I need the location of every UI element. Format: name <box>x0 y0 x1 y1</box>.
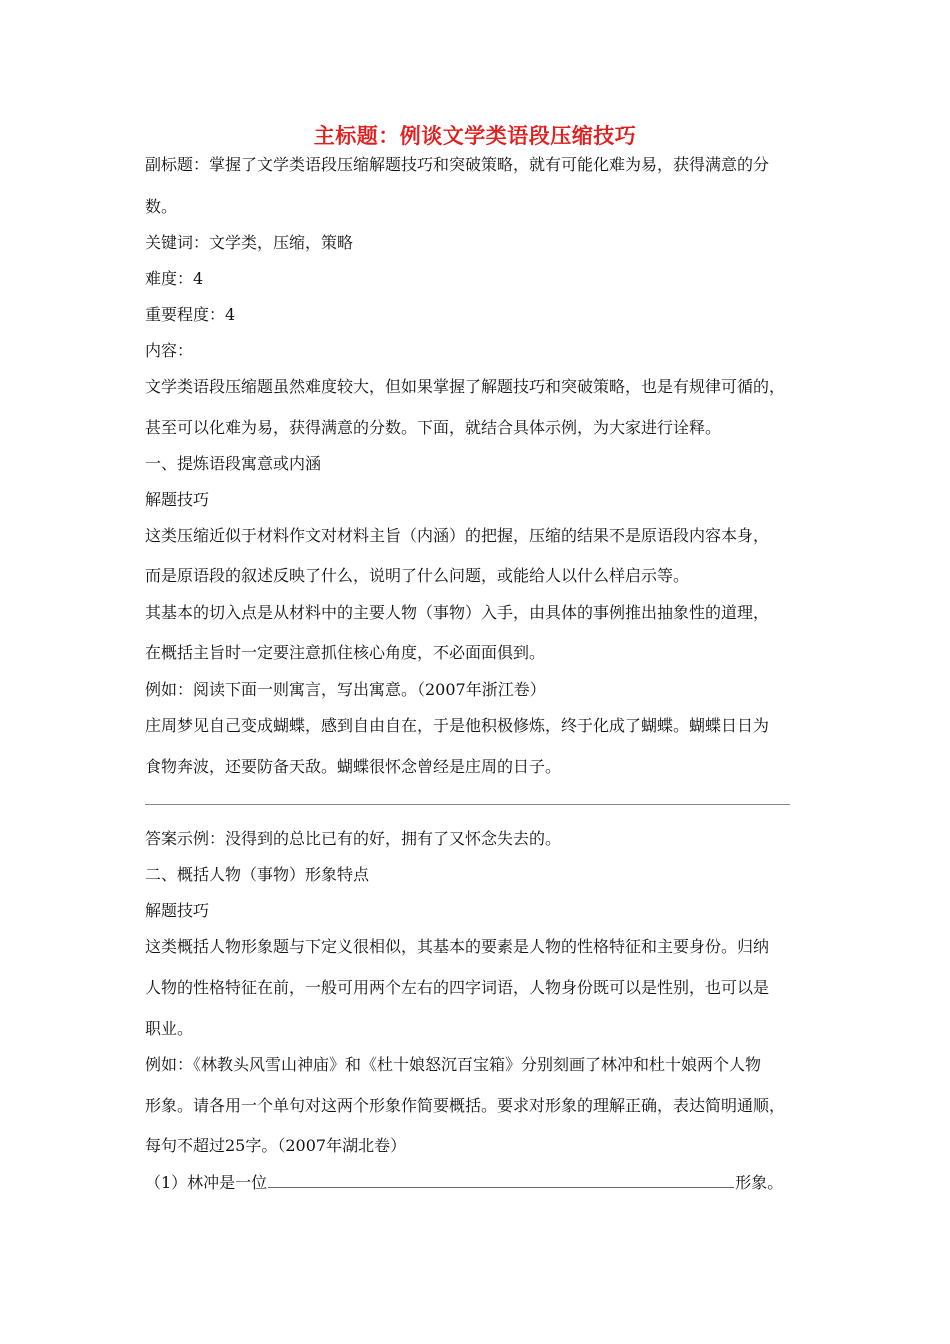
section-1-paragraph-2-line-2: 在概括主旨时一定要注意抓住核心角度，不必面面俱到。 <box>145 643 546 662</box>
keywords-line: 关键词：文学类，压缩，策略 <box>145 233 354 252</box>
content-label: 内容： <box>145 341 194 360</box>
subtitle-line-1: 副标题：掌握了文学类语段压缩解题技巧和突破策略，就有可能化难为易，获得满意的分 <box>145 155 770 174</box>
section-1-paragraph-2-line-1: 其基本的切入点是从材料中的主要人物（事物）入手，由具体的事例推出抽象性的道理， <box>145 603 770 622</box>
section-1-example-prompt: 例如：阅读下面一则寓言，写出寓意。（2007年浙江卷） <box>145 680 546 699</box>
section-1-tips-label: 解题技巧 <box>145 490 210 509</box>
question-1-answer-blank <box>268 1173 734 1188</box>
section-2-tips-label: 解题技巧 <box>145 901 210 920</box>
intro-paragraph-line-1: 文学类语段压缩题虽然难度较大，但如果掌握了解题技巧和突破策略，也是有规律可循的， <box>145 377 786 396</box>
section-1-heading: 一、提炼语段寓意或内涵 <box>145 454 322 473</box>
answer-blank-line <box>145 804 790 805</box>
section-1-fable-line-2: 食物奔波，还要防备天敌。蝴蝶很怀念曾经是庄周的日子。 <box>145 757 562 776</box>
section-2-paragraph-line-3: 职业。 <box>145 1019 194 1038</box>
question-1-prefix: （1）林冲是一位 <box>145 1173 268 1192</box>
section-2-example-line-3: 每句不超过25字。（2007年湖北卷） <box>145 1136 407 1155</box>
section-2-paragraph-line-1: 这类概括人物形象题与下定义很相似，其基本的要素是人物的性格特征和主要身份。归纳 <box>145 937 770 956</box>
question-1-suffix: 形象。 <box>735 1173 784 1192</box>
main-title: 主标题：例谈文学类语段压缩技巧 <box>313 124 637 148</box>
section-1-paragraph-1-line-1: 这类压缩近似于材料作文对材料主旨（内涵）的把握，压缩的结果不是原语段内容本身， <box>145 526 770 545</box>
section-1-answer-example: 答案示例：没得到的总比已有的好，拥有了又怀念失去的。 <box>145 829 562 848</box>
importance-line: 重要程度：4 <box>145 305 236 324</box>
section-2-heading: 二、概括人物（事物）形象特点 <box>145 865 370 884</box>
difficulty-line: 难度：4 <box>145 269 204 288</box>
section-2-example-line-1: 例如：《林教头风雪山神庙》和《杜十娘怒沉百宝箱》分别刻画了林冲和杜十娘两个人物 <box>145 1055 762 1074</box>
section-2-example-line-2: 形象。请各用一个单句对这两个形象作简要概括。要求对形象的理解正确，表达简明通顺， <box>145 1096 786 1115</box>
section-1-paragraph-1-line-2: 而是原语段的叙述反映了什么，说明了什么问题，或能给人以什么样启示等。 <box>145 566 690 585</box>
section-2-paragraph-line-2: 人物的性格特征在前，一般可用两个左右的四字词语，人物身份既可以是性别，也可以是 <box>145 978 770 997</box>
question-1 <box>145 1170 783 1193</box>
section-1-fable-line-1: 庄周梦见自己变成蝴蝶，感到自由自在，于是他积极修炼，终于化成了蝴蝶。蝴蝶日日为 <box>145 716 770 735</box>
intro-paragraph-line-2: 甚至可以化难为易，获得满意的分数。下面，就结合具体示例，为大家进行诠释。 <box>145 418 722 437</box>
subtitle-line-2: 数。 <box>145 197 178 216</box>
